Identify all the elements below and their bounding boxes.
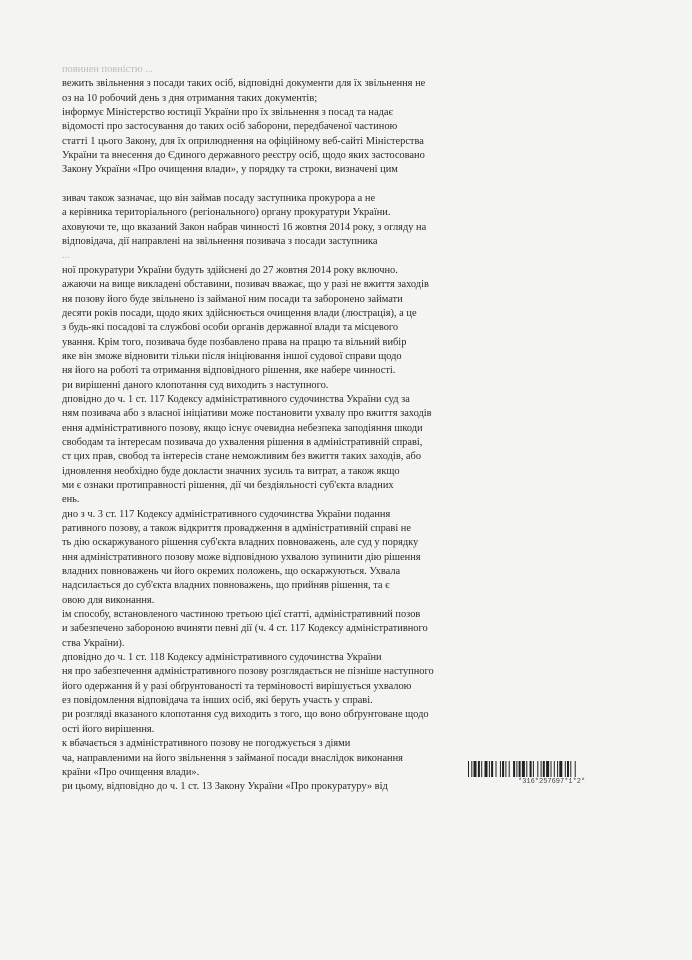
text-line: дно з ч. 3 ст. 117 Кодексу адміністративного судочинства України подання [62, 508, 391, 520]
text-line: дповідно до ч. 1 ст. 118 Кодексу адміністративного судочинства України [62, 652, 382, 664]
barcode-bar [478, 761, 480, 777]
barcode-bar [567, 761, 569, 777]
document-body [62, 63, 672, 795]
text-line: ративного позову, а також відкриття провадження в адміністративній справі не [62, 523, 411, 534]
barcode-bar [502, 761, 504, 777]
text-line: ння адміністративного позову може відповідною ухвалою зупинити дію рішення [62, 551, 421, 563]
text-line: Закону України «Про очищення влади», у порядку та строки, визначені цим [62, 164, 398, 176]
text-line: відповідача, дії направлені на звільнення позивача з посади заступника [62, 236, 378, 248]
text-line: статті 1 цього Закону, для їх оприлюднення на офіційному веб-сайті Міністерства [62, 135, 424, 147]
text-line: аховуючи те, що вказаний Закон набрав чинності 16 жовтня 2014 року, з огляду на [62, 221, 427, 233]
text-line: ідновлення необхідно буде докласти значних зусиль та витрат, а також якщо [62, 465, 400, 477]
text-line: ства України). [62, 637, 125, 649]
barcode-bar [485, 761, 488, 777]
text-line: ної прокуратури України будуть здійснені до 27 жовтня 2014 року включно. [62, 264, 398, 276]
barcode-bar [509, 761, 510, 777]
text-line: овою для виконання. [62, 594, 155, 606]
text-line: інформує Міністерство юстиції України про їх звільнення з посад та надає [62, 107, 393, 119]
barcode-bar [500, 761, 501, 777]
text-line: з будь-які посадові та службові особи органів державної влади та місцевого [62, 322, 399, 334]
barcode-bar [565, 761, 566, 777]
text-line: ням позивача або з власної ініціативи може постановити ухвалу про вжиття заходів [62, 408, 432, 420]
text-line: ень. [62, 494, 80, 506]
barcode-bar [570, 761, 571, 777]
barcode-bar [481, 761, 482, 777]
barcode-bar [551, 761, 552, 777]
text-line: ми є ознаки протиправності рішення, дії чи бездіяльності суб'єкта владних [62, 479, 394, 491]
text-line: ення адміністративного позову, якщо існує очевидна небезпека заподіяння шкоди [62, 422, 423, 434]
barcode-bar [522, 761, 525, 777]
text-line: ри розгляді вказаного клопотання суд виходить з того, що воно обґрунтоване щодо [62, 709, 429, 721]
text-line: к вбачається з адміністративного позову не погоджується з діями [62, 738, 351, 750]
barcode-bar [505, 761, 506, 777]
barcode-bar [516, 761, 517, 777]
text-line: вежить звільнення з посади таких осіб, відповідні документи для їх звільнення не [62, 78, 426, 90]
text-line: ня про забезпечення адміністративного позову розглядається не пізніше наступного [62, 666, 434, 678]
barcode-bar [471, 761, 472, 777]
text-line: оз на 10 робочий день з дня отримання таких документів; [62, 92, 318, 104]
text-line: повинен повністю ... [62, 64, 153, 75]
barcode-bar [559, 761, 562, 777]
barcode-bar [513, 761, 515, 777]
text-line: ри вирішенні даного клопотання суд виходить з наступного. [62, 379, 329, 391]
text-line: ча, направленими на його звільнення з займаної посади внаслідок виконання [62, 752, 403, 764]
barcode-number: *316*257697*1*2* [518, 778, 586, 786]
text-line: ування. Крім того, позивача буде позбавлено права на працю та вільний вибір [62, 336, 407, 348]
barcode-bar [537, 761, 538, 777]
barcode [468, 761, 678, 777]
text-line: його одержання й у разі обґрунтованості та терміновості вирішується ухвалою [62, 680, 412, 692]
text-line: країни «Про очищення влади». [62, 766, 200, 778]
text-line: ажаючи на вище викладені обставини, позивач вважає, що у разі не вжиття заходів [62, 279, 429, 291]
barcode-bar [557, 761, 558, 777]
barcode-bar [546, 761, 549, 777]
barcode-bar [554, 761, 555, 777]
text-line: ть дію оскаржуваного рішення суб'єкта владних повноважень, але суд у порядку [62, 537, 419, 549]
text-line: ня позову його буде звільнено із займаної ним посади та заборонено займати [62, 293, 403, 305]
text-line: а керівника територіального (регіонального) органу прокуратури України. [62, 207, 391, 219]
text-line: ст цих прав, свобод та інтересів стане неможливим без вжиття таких заходів, або [62, 451, 422, 463]
text-line: дповідно до ч. 1 ст. 117 Кодексу адміністративного судочинства України суд за [62, 393, 410, 405]
text-line: свободам та інтересам позивача до ухвалення рішення в адміністративній справі, [62, 436, 423, 448]
text-line: ня його на роботі та отримання відповідного рішення, яке набере чинності. [62, 365, 396, 377]
text-line: зивач також зазначає, що він займав посаду заступника прокурора а не [62, 193, 376, 205]
barcode-bar [575, 761, 576, 777]
barcode-bar [541, 761, 542, 777]
barcode-bar [489, 761, 490, 777]
text-line: владних повноважень чи його окремих положень, що оскаржуються. Ухвала [62, 566, 401, 578]
barcode-bar [474, 761, 477, 777]
barcode-bar [533, 761, 534, 777]
text-line: ості його вирішення. [62, 723, 155, 735]
barcode-bar [519, 761, 521, 777]
barcode-bar [543, 761, 545, 777]
text-line: надсилається до суб'єкта владних повноважень, що прийняв рішення, та є [62, 580, 390, 592]
barcode-bar [526, 761, 527, 777]
barcode-bar [491, 761, 493, 777]
text-line: яке він зможе відновити тільки після ініціювання іншої судової справи щодо [62, 350, 402, 362]
text-line: и забезпечено забороною вчиняти певні дії (ч. 4 ст. 117 Кодексу адміністративного [62, 623, 428, 635]
text-line: ... [62, 250, 70, 262]
text-line: України та внесення до Єдиного державного реєстру осіб, щодо яких застосовано [62, 150, 425, 162]
text-line: відомості про застосування до таких осіб заборони, передбаченої частиною [62, 121, 398, 133]
text-line [62, 178, 672, 192]
text-line: десяти років посади, щодо яких здійснюється очищення влади (люстрація), а це [62, 307, 417, 319]
barcode-bar [530, 761, 532, 777]
barcode-bar [468, 761, 469, 777]
barcode-bar [496, 761, 497, 777]
text-line: ез повідомлення відповідача та інших осіб, які беруть участь у справі. [62, 695, 373, 707]
text-line: ри цьому, відповідно до ч. 1 ст. 13 Закону України «Про прокуратуру» від [62, 781, 388, 793]
text-line: ім способу, встановленого частиною третьою цієї статті, адміністративний позов [62, 609, 421, 621]
